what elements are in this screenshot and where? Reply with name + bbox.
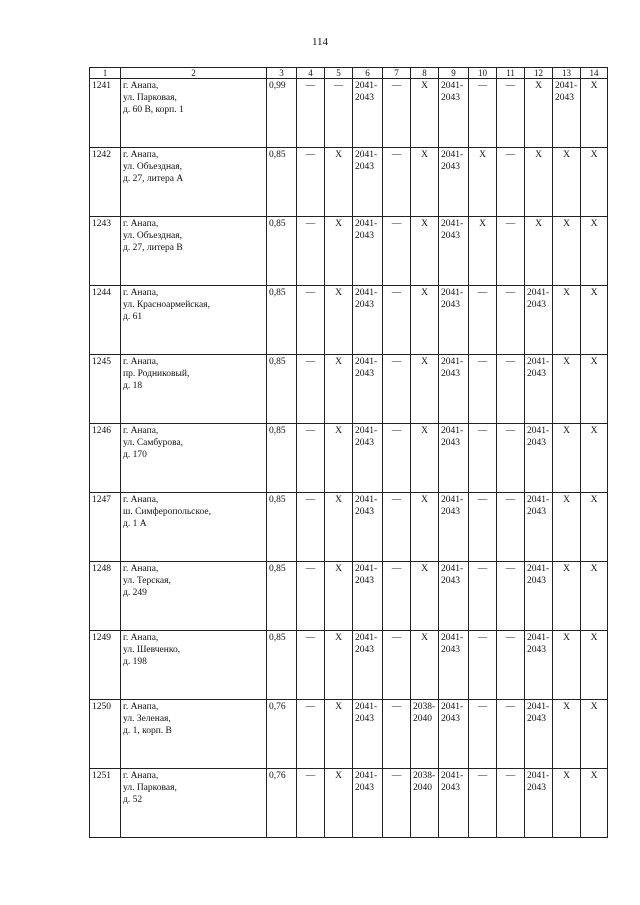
cell-col-13: X <box>553 355 581 424</box>
address-line: ул. Шевченко, <box>123 645 181 655</box>
cell-col-4: — <box>297 493 325 562</box>
table-row <box>90 79 608 148</box>
column-header-10: 10 <box>469 68 497 79</box>
cell-col-7: — <box>383 424 411 493</box>
cell-col-7: — <box>383 631 411 700</box>
cell-col-10: — <box>469 355 497 424</box>
column-header-3: 3 <box>267 68 297 79</box>
cell-col-5: X <box>325 562 353 631</box>
cell-col-14: X <box>581 562 608 631</box>
cell-col-13: X <box>553 700 581 769</box>
cell-col-4: — <box>297 700 325 769</box>
address-cell <box>121 355 267 424</box>
cell-col-13: X <box>553 286 581 355</box>
cell-col-10: X <box>469 148 497 217</box>
cell-col-5: X <box>325 631 353 700</box>
cell-col-8: X <box>411 493 439 562</box>
cell-col-14: X <box>581 355 608 424</box>
address-line: пр. Родниковый, <box>123 369 190 379</box>
cell-col-3: 0,85 <box>267 148 297 217</box>
address-line: г. Анапа, <box>123 150 159 160</box>
cell-col-14: X <box>581 700 608 769</box>
table-body <box>90 79 608 838</box>
column-header-9: 9 <box>439 68 469 79</box>
address-cell <box>121 424 267 493</box>
cell-col-13: 2041-2043 <box>553 79 581 148</box>
column-header-8: 8 <box>411 68 439 79</box>
cell-col-6: 2041-2043 <box>353 286 383 355</box>
cell-col-10: — <box>469 562 497 631</box>
cell-col-5: X <box>325 493 353 562</box>
address-cell <box>121 217 267 286</box>
cell-col-4: — <box>297 79 325 148</box>
column-header-12: 12 <box>525 68 553 79</box>
cell-col-7: — <box>383 217 411 286</box>
column-header-5: 5 <box>325 68 353 79</box>
table-row <box>90 148 608 217</box>
table-row <box>90 769 608 838</box>
cell-col-9: 2041-2043 <box>439 424 469 493</box>
cell-col-12: 2041-2043 <box>525 286 553 355</box>
cell-col-4: — <box>297 148 325 217</box>
address-line: ул. Парковая, <box>123 783 177 793</box>
cell-col-9: 2041-2043 <box>439 493 469 562</box>
cell-col-10: — <box>469 631 497 700</box>
cell-col-7: — <box>383 493 411 562</box>
cell-col-7: — <box>383 562 411 631</box>
cell-col-8: X <box>411 355 439 424</box>
column-header-6: 6 <box>353 68 383 79</box>
cell-col-6: 2041-2043 <box>353 493 383 562</box>
cell-col-12: X <box>525 148 553 217</box>
address-line: д. 61 <box>123 312 143 322</box>
cell-col-3: 0,85 <box>267 631 297 700</box>
cell-col-13: X <box>553 562 581 631</box>
cell-col-3: 0,76 <box>267 700 297 769</box>
cell-col-9: 2041-2043 <box>439 286 469 355</box>
column-header-14: 14 <box>581 68 608 79</box>
address-line: г. Анапа, <box>123 564 159 574</box>
cell-col-11: — <box>497 286 525 355</box>
cell-col-8: X <box>411 217 439 286</box>
cell-col-6: 2041-2043 <box>353 562 383 631</box>
table-row <box>90 286 608 355</box>
table-row <box>90 217 608 286</box>
address-line: г. Анапа, <box>123 426 159 436</box>
row-number: 1241 <box>90 79 121 148</box>
cell-col-5: — <box>325 79 353 148</box>
cell-col-8: X <box>411 424 439 493</box>
address-line: д. 60 В, корп. 1 <box>123 105 184 115</box>
cell-col-11: — <box>497 79 525 148</box>
cell-col-12: 2041-2043 <box>525 493 553 562</box>
cell-col-10: — <box>469 493 497 562</box>
cell-col-4: — <box>297 355 325 424</box>
cell-col-5: X <box>325 700 353 769</box>
cell-col-8: 2038-2040 <box>411 769 439 838</box>
cell-col-3: 0,85 <box>267 493 297 562</box>
cell-col-7: — <box>383 355 411 424</box>
cell-col-4: — <box>297 769 325 838</box>
address-cell <box>121 700 267 769</box>
cell-col-3: 0,85 <box>267 424 297 493</box>
cell-col-4: — <box>297 631 325 700</box>
cell-col-3: 0,76 <box>267 769 297 838</box>
cell-col-6: 2041-2043 <box>353 700 383 769</box>
cell-col-12: 2041-2043 <box>525 562 553 631</box>
cell-col-13: X <box>553 493 581 562</box>
column-header-11: 11 <box>497 68 525 79</box>
cell-col-9: 2041-2043 <box>439 769 469 838</box>
cell-col-8: X <box>411 562 439 631</box>
address-line: ул. Парковая, <box>123 93 177 103</box>
cell-col-10: — <box>469 700 497 769</box>
address-cell <box>121 769 267 838</box>
cell-col-11: — <box>497 424 525 493</box>
cell-col-12: 2041-2043 <box>525 355 553 424</box>
cell-col-10: — <box>469 769 497 838</box>
cell-col-5: X <box>325 148 353 217</box>
cell-col-6: 2041-2043 <box>353 148 383 217</box>
address-line: ул. Объездная, <box>123 162 182 172</box>
address-line: ул. Терская, <box>123 576 171 586</box>
row-number: 1244 <box>90 286 121 355</box>
cell-col-4: — <box>297 562 325 631</box>
cell-col-12: X <box>525 79 553 148</box>
cell-col-12: 2041-2043 <box>525 424 553 493</box>
cell-col-12: X <box>525 217 553 286</box>
column-number-row <box>90 68 608 79</box>
address-line: ш. Симферопольское, <box>123 507 211 517</box>
row-number: 1250 <box>90 700 121 769</box>
cell-col-10: — <box>469 424 497 493</box>
column-header-13: 13 <box>553 68 581 79</box>
table-row <box>90 355 608 424</box>
cell-col-9: 2041-2043 <box>439 631 469 700</box>
cell-col-14: X <box>581 424 608 493</box>
cell-col-3: 0,85 <box>267 562 297 631</box>
cell-col-6: 2041-2043 <box>353 631 383 700</box>
cell-col-14: X <box>581 79 608 148</box>
address-line: г. Анапа, <box>123 288 159 298</box>
address-line: ул. Зеленая, <box>123 714 171 724</box>
address-cell <box>121 286 267 355</box>
cell-col-14: X <box>581 286 608 355</box>
cell-col-3: 0,85 <box>267 286 297 355</box>
address-line: д. 1, корп. В <box>123 726 172 736</box>
address-line: д. 170 <box>123 450 147 460</box>
address-cell <box>121 148 267 217</box>
cell-col-11: — <box>497 700 525 769</box>
cell-col-5: X <box>325 286 353 355</box>
cell-col-13: X <box>553 217 581 286</box>
cell-col-8: X <box>411 79 439 148</box>
cell-col-6: 2041-2043 <box>353 79 383 148</box>
table-row <box>90 562 608 631</box>
column-header-2: 2 <box>121 68 267 79</box>
cell-col-7: — <box>383 148 411 217</box>
cell-col-5: X <box>325 769 353 838</box>
page-number: 114 <box>311 36 329 48</box>
row-number: 1245 <box>90 355 121 424</box>
row-number: 1247 <box>90 493 121 562</box>
row-number: 1251 <box>90 769 121 838</box>
address-cell <box>121 79 267 148</box>
cell-col-6: 2041-2043 <box>353 355 383 424</box>
cell-col-11: — <box>497 769 525 838</box>
register-table <box>89 67 608 838</box>
address-line: г. Анапа, <box>123 219 159 229</box>
table-row <box>90 631 608 700</box>
address-line: д. 198 <box>123 657 147 667</box>
cell-col-12: 2041-2043 <box>525 631 553 700</box>
cell-col-11: — <box>497 562 525 631</box>
cell-col-10: X <box>469 217 497 286</box>
cell-col-11: — <box>497 493 525 562</box>
cell-col-3: 0,99 <box>267 79 297 148</box>
cell-col-11: — <box>497 631 525 700</box>
cell-col-11: — <box>497 148 525 217</box>
address-cell <box>121 631 267 700</box>
address-line: г. Анапа, <box>123 702 159 712</box>
cell-col-4: — <box>297 286 325 355</box>
cell-col-8: X <box>411 148 439 217</box>
cell-col-8: X <box>411 286 439 355</box>
address-line: д. 27, литера А <box>123 174 184 184</box>
cell-col-9: 2041-2043 <box>439 562 469 631</box>
cell-col-8: X <box>411 631 439 700</box>
cell-col-7: — <box>383 286 411 355</box>
cell-col-10: — <box>469 79 497 148</box>
cell-col-13: X <box>553 424 581 493</box>
address-line: д. 249 <box>123 588 147 598</box>
cell-col-11: — <box>497 217 525 286</box>
cell-col-7: — <box>383 79 411 148</box>
cell-col-7: — <box>383 700 411 769</box>
cell-col-6: 2041-2043 <box>353 217 383 286</box>
cell-col-7: — <box>383 769 411 838</box>
address-line: ул. Самбурова, <box>123 438 184 448</box>
cell-col-4: — <box>297 424 325 493</box>
table-row <box>90 700 608 769</box>
address-line: д. 27, литера В <box>123 243 183 253</box>
cell-col-13: X <box>553 631 581 700</box>
cell-col-12: 2041-2043 <box>525 700 553 769</box>
address-cell <box>121 562 267 631</box>
row-number: 1248 <box>90 562 121 631</box>
cell-col-5: X <box>325 217 353 286</box>
cell-col-9: 2041-2043 <box>439 79 469 148</box>
cell-col-4: — <box>297 217 325 286</box>
table-row <box>90 493 608 562</box>
cell-col-8: 2038-2040 <box>411 700 439 769</box>
address-cell <box>121 493 267 562</box>
cell-col-13: X <box>553 769 581 838</box>
address-line: д. 1 А <box>123 519 147 529</box>
address-line: г. Анапа, <box>123 771 159 781</box>
row-number: 1246 <box>90 424 121 493</box>
row-number: 1249 <box>90 631 121 700</box>
address-line: д. 52 <box>123 795 143 805</box>
row-number: 1243 <box>90 217 121 286</box>
address-line: г. Анапа, <box>123 357 159 367</box>
cell-col-14: X <box>581 217 608 286</box>
address-line: г. Анапа, <box>123 633 159 643</box>
cell-col-10: — <box>469 286 497 355</box>
column-header-7: 7 <box>383 68 411 79</box>
cell-col-3: 0,85 <box>267 355 297 424</box>
address-line: ул. Красноармейская, <box>123 300 210 310</box>
cell-col-6: 2041-2043 <box>353 769 383 838</box>
row-number: 1242 <box>90 148 121 217</box>
cell-col-12: 2041-2043 <box>525 769 553 838</box>
cell-col-14: X <box>581 631 608 700</box>
cell-col-6: 2041-2043 <box>353 424 383 493</box>
address-line: г. Анапа, <box>123 495 159 505</box>
cell-col-14: X <box>581 493 608 562</box>
cell-col-9: 2041-2043 <box>439 217 469 286</box>
cell-col-14: X <box>581 148 608 217</box>
cell-col-14: X <box>581 769 608 838</box>
column-header-4: 4 <box>297 68 325 79</box>
cell-col-9: 2041-2043 <box>439 148 469 217</box>
cell-col-11: — <box>497 355 525 424</box>
cell-col-13: X <box>553 148 581 217</box>
cell-col-5: X <box>325 355 353 424</box>
address-line: г. Анапа, <box>123 81 159 91</box>
cell-col-5: X <box>325 424 353 493</box>
column-header-1: 1 <box>90 68 121 79</box>
cell-col-9: 2041-2043 <box>439 700 469 769</box>
address-line: ул. Объездная, <box>123 231 182 241</box>
cell-col-3: 0,85 <box>267 217 297 286</box>
table-row <box>90 424 608 493</box>
cell-col-9: 2041-2043 <box>439 355 469 424</box>
address-line: д. 18 <box>123 381 143 391</box>
